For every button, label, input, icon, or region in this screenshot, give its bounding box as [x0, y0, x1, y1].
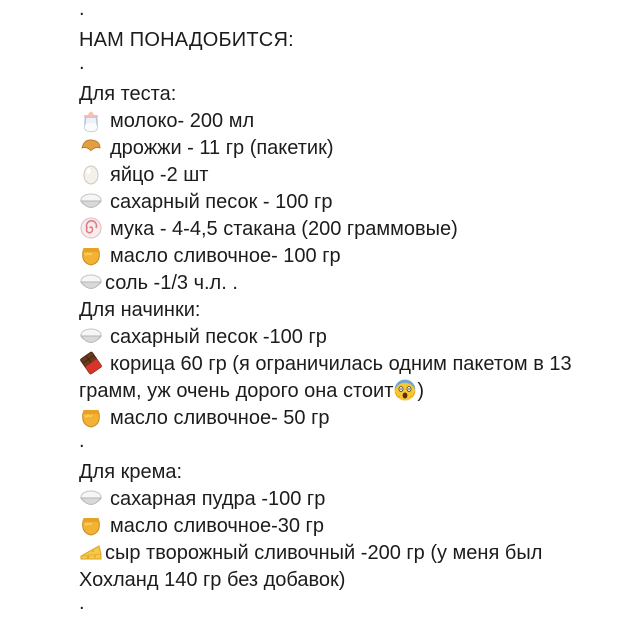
dot-separator: .: [79, 430, 85, 452]
cream-section-title: Для крема:: [79, 461, 183, 483]
cheese-wedge-icon: [79, 540, 103, 564]
rice-bowl-icon: [79, 324, 103, 348]
ingredient-line: сахарная пудра -100 гр: [79, 486, 609, 513]
ingredient-line: масло сливочное- 50 гр: [79, 405, 609, 432]
egg-icon: [79, 162, 103, 186]
ingredient-line: сахарный песок - 100 гр: [79, 189, 609, 216]
ingredient-line: масло сливочное-30 гр: [79, 513, 609, 540]
honey-pot-icon: [79, 405, 103, 429]
ingredient-line: яйцо -2 шт: [79, 162, 609, 189]
ingredient-line: корица 60 гр (я ограничилась одним пакетом в 13 грамм, уж очень дорого она стоит ): [79, 353, 572, 402]
recipe-post: [79, 0, 609, 621]
filling-section-title: Для начинки:: [79, 299, 201, 321]
fortune-cookie-icon: [79, 135, 103, 159]
rice-bowl-icon: [79, 270, 103, 294]
rice-bowl-icon: [79, 486, 103, 510]
dot-separator: .: [79, 0, 85, 20]
screaming-face-icon: [393, 378, 417, 402]
fish-cake-icon: [79, 216, 103, 240]
dot-separator: .: [79, 52, 85, 74]
dot-separator: .: [79, 592, 85, 614]
dough-section-title: Для теста:: [79, 83, 177, 105]
ingredient-line: мука - 4-4,5 стакана (200 граммовые): [79, 216, 609, 243]
honey-pot-icon: [79, 243, 103, 267]
ingredient-line: сахарный песок -100 гр: [79, 324, 609, 351]
rice-bowl-icon: [79, 189, 103, 213]
heading: НАМ ПОНАДОБИТСЯ:: [79, 29, 294, 51]
baby-bottle-icon: [79, 108, 103, 132]
ingredient-line: масло сливочное- 100 гр: [79, 243, 609, 270]
ingredient-line: дрожжи - 11 гр (пакетик): [79, 135, 609, 162]
ingredient-line: молоко- 200 мл: [79, 108, 609, 135]
ingredient-line: сыр творожный сливочный -200 гр (у меня был Хохланд 140 гр без добавок): [79, 542, 543, 591]
ingredient-line: соль -1/3 ч.л. .: [79, 270, 609, 297]
chocolate-bar-icon: [79, 351, 103, 375]
honey-pot-icon: [79, 513, 103, 537]
